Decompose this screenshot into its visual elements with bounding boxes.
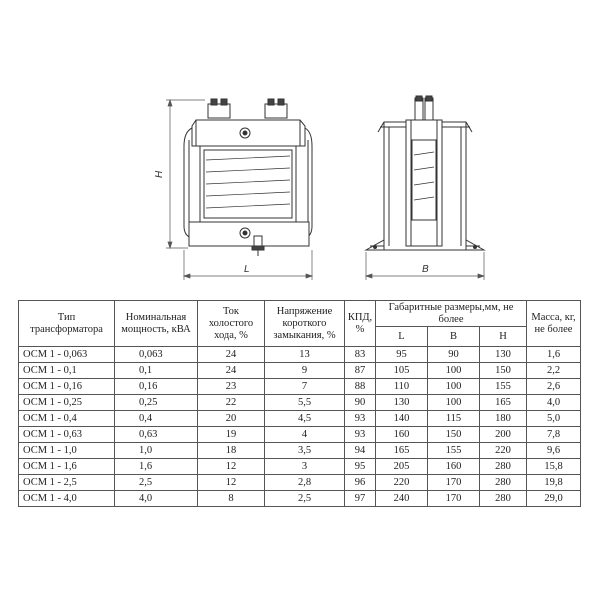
cell-type: ОСМ 1 - 1,0: [19, 443, 115, 459]
cell-idle-current: 24: [198, 347, 265, 363]
cell-dim-h: 130: [480, 347, 527, 363]
cell-dim-b: 170: [428, 475, 480, 491]
cell-idle-current: 12: [198, 475, 265, 491]
table-row: [19, 427, 581, 443]
cell-mass: 2,2: [527, 363, 581, 379]
cell-dim-l: 95: [376, 347, 428, 363]
cell-sc-voltage: 2,8: [265, 475, 345, 491]
cell-sc-voltage: 3: [265, 459, 345, 475]
cell-power: 1,0: [115, 443, 198, 459]
cell-dim-b: 155: [428, 443, 480, 459]
cell-efficiency: 95: [345, 459, 376, 475]
header-dim-b: B: [428, 327, 480, 347]
cell-efficiency: 93: [345, 411, 376, 427]
cell-dim-l: 140: [376, 411, 428, 427]
cell-sc-voltage: 5,5: [265, 395, 345, 411]
cell-efficiency: 87: [345, 363, 376, 379]
cell-power: 0,063: [115, 347, 198, 363]
cell-dim-h: 200: [480, 427, 527, 443]
cell-mass: 7,8: [527, 427, 581, 443]
cell-mass: 2,6: [527, 379, 581, 395]
cell-type: ОСМ 1 - 2,5: [19, 475, 115, 491]
cell-idle-current: 23: [198, 379, 265, 395]
cell-type: ОСМ 1 - 1,6: [19, 459, 115, 475]
cell-dim-l: 160: [376, 427, 428, 443]
cell-dim-b: 90: [428, 347, 480, 363]
cell-idle-current: 20: [198, 411, 265, 427]
cell-idle-current: 24: [198, 363, 265, 379]
header-idle-current: Ток холостого хода, %: [198, 301, 265, 347]
table-row: [19, 347, 581, 363]
cell-idle-current: 18: [198, 443, 265, 459]
depth-label: B: [422, 264, 429, 275]
cell-idle-current: 22: [198, 395, 265, 411]
cell-dim-b: 100: [428, 379, 480, 395]
cell-dim-h: 280: [480, 459, 527, 475]
cell-dim-l: 220: [376, 475, 428, 491]
header-dim-h: H: [480, 327, 527, 347]
cell-efficiency: 93: [345, 427, 376, 443]
table-row: [19, 395, 581, 411]
cell-dim-h: 155: [480, 379, 527, 395]
cell-dim-b: 115: [428, 411, 480, 427]
cell-type: ОСМ 1 - 0,63: [19, 427, 115, 443]
cell-sc-voltage: 7: [265, 379, 345, 395]
cell-idle-current: 8: [198, 491, 265, 507]
front-view: [184, 99, 312, 256]
cell-idle-current: 12: [198, 459, 265, 475]
header-type: Тип трансформатора: [19, 301, 115, 347]
cell-type: ОСМ 1 - 0,1: [19, 363, 115, 379]
header-sc-voltage: Напряжение короткого замыкания, %: [265, 301, 345, 347]
cell-type: ОСМ 1 - 0,25: [19, 395, 115, 411]
cell-sc-voltage: 4,5: [265, 411, 345, 427]
header-power: Номинальная мощность, кВА: [115, 301, 198, 347]
cell-efficiency: 83: [345, 347, 376, 363]
cell-sc-voltage: 3,5: [265, 443, 345, 459]
table-row: [19, 475, 581, 491]
cell-power: 1,6: [115, 459, 198, 475]
cell-type: ОСМ 1 - 0,4: [19, 411, 115, 427]
header-mass: Масса, кг, не более: [527, 301, 581, 347]
cell-dim-h: 280: [480, 475, 527, 491]
cell-dim-l: 130: [376, 395, 428, 411]
cell-type: ОСМ 1 - 4,0: [19, 491, 115, 507]
table-row: [19, 363, 581, 379]
cell-dim-l: 205: [376, 459, 428, 475]
cell-efficiency: 94: [345, 443, 376, 459]
cell-dim-l: 110: [376, 379, 428, 395]
cell-type: ОСМ 1 - 0,16: [19, 379, 115, 395]
cell-mass: 5,0: [527, 411, 581, 427]
cell-power: 0,16: [115, 379, 198, 395]
cell-efficiency: 97: [345, 491, 376, 507]
header-dim-l: L: [376, 327, 428, 347]
cell-idle-current: 19: [198, 427, 265, 443]
table-row: [19, 443, 581, 459]
table-row: [19, 459, 581, 475]
cell-power: 0,1: [115, 363, 198, 379]
cell-sc-voltage: 2,5: [265, 491, 345, 507]
cell-dim-h: 150: [480, 363, 527, 379]
cell-mass: 15,8: [527, 459, 581, 475]
header-efficiency: КПД, %: [345, 301, 376, 347]
cell-dim-b: 150: [428, 427, 480, 443]
cell-sc-voltage: 4: [265, 427, 345, 443]
cell-mass: 29,0: [527, 491, 581, 507]
height-label: H: [154, 170, 165, 178]
cell-power: 0,63: [115, 427, 198, 443]
cell-power: 0,25: [115, 395, 198, 411]
cell-dim-b: 170: [428, 491, 480, 507]
cell-dim-l: 240: [376, 491, 428, 507]
cell-power: 4,0: [115, 491, 198, 507]
cell-power: 0,4: [115, 411, 198, 427]
header-dimensions: Габаритные размеры,мм, не более: [376, 301, 527, 327]
cell-dim-h: 220: [480, 443, 527, 459]
cell-sc-voltage: 9: [265, 363, 345, 379]
cell-power: 2,5: [115, 475, 198, 491]
side-view: [366, 96, 484, 250]
cell-type: ОСМ 1 - 0,063: [19, 347, 115, 363]
cell-efficiency: 88: [345, 379, 376, 395]
specifications-table: [18, 300, 581, 507]
table-row: [19, 491, 581, 507]
cell-dim-h: 280: [480, 491, 527, 507]
table-row: [19, 379, 581, 395]
cell-dim-h: 165: [480, 395, 527, 411]
cell-mass: 1,6: [527, 347, 581, 363]
cell-dim-b: 160: [428, 459, 480, 475]
cell-mass: 4,0: [527, 395, 581, 411]
cell-mass: 19,8: [527, 475, 581, 491]
cell-sc-voltage: 13: [265, 347, 345, 363]
cell-mass: 9,6: [527, 443, 581, 459]
cell-dim-l: 105: [376, 363, 428, 379]
length-label: L: [244, 264, 250, 275]
cell-dim-l: 165: [376, 443, 428, 459]
cell-dim-h: 180: [480, 411, 527, 427]
cell-efficiency: 96: [345, 475, 376, 491]
table-row: [19, 411, 581, 427]
cell-efficiency: 90: [345, 395, 376, 411]
cell-dim-b: 100: [428, 395, 480, 411]
cell-dim-b: 100: [428, 363, 480, 379]
